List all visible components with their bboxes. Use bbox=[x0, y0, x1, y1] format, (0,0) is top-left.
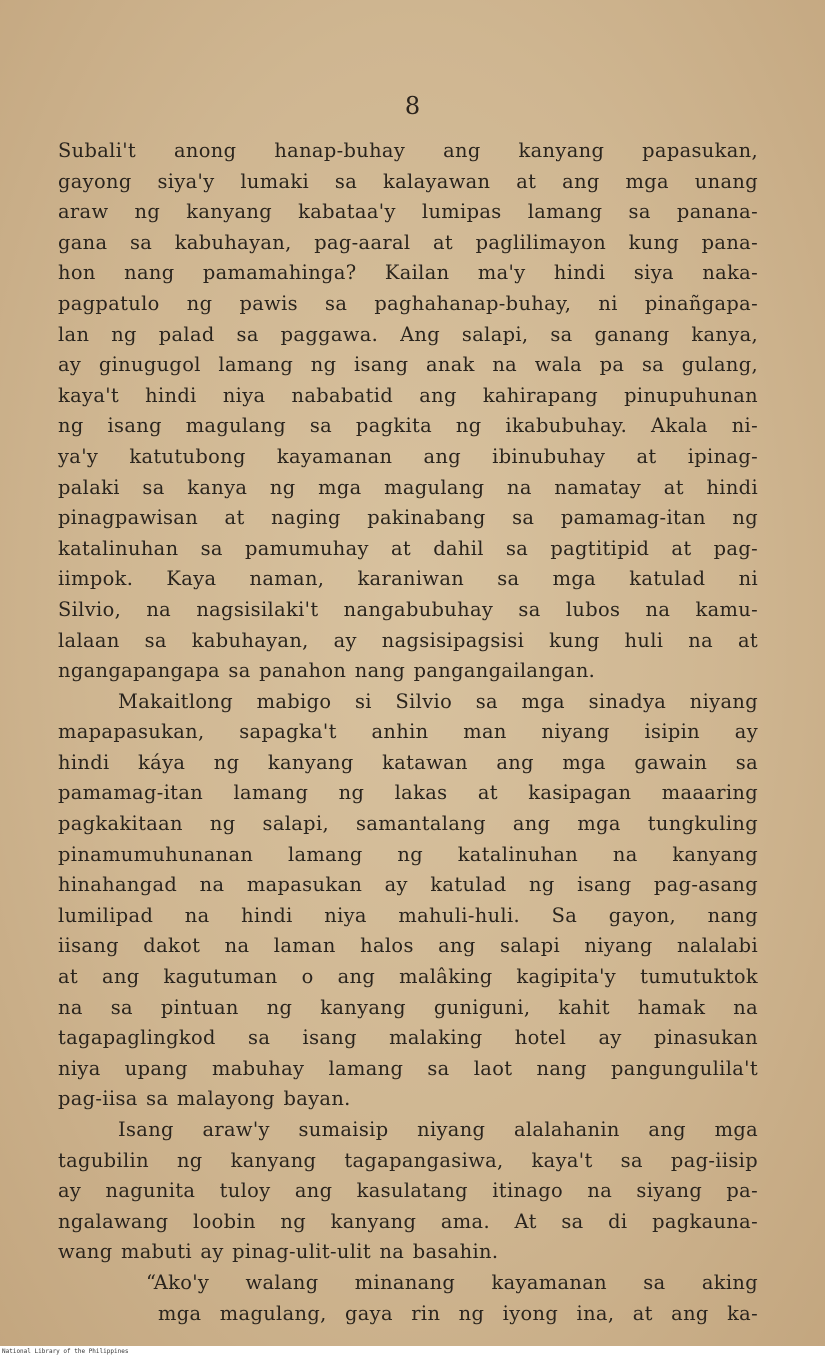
text-line: lumilipad na hindi niya mahuli-huli. Sa gayon, nang bbox=[58, 903, 758, 927]
text-line: hon nang pamamahinga? Kailan ma'y hindi siya naka- bbox=[58, 261, 758, 285]
text-line: pinamumuhunanan lamang ng katalinuhan na kanyang bbox=[58, 842, 758, 866]
page-number: 8 bbox=[404, 92, 421, 120]
body-text bbox=[58, 136, 758, 1329]
text-line: gayong siya'y lumaki sa kalayawan at ang mga unang bbox=[58, 169, 758, 193]
text-line: pamamag-itan lamang ng lakas at kasipagan maaaring bbox=[58, 781, 758, 805]
text-line: ng isang magulang sa pagkita ng ikabubuhay. Akala ni- bbox=[58, 414, 758, 438]
text-line: kaya't hindi niya nababatid ang kahirapang pinupuhunan bbox=[58, 383, 758, 407]
text-line: pagpatulo ng pawis sa paghahanap-buhay, ni pinañgapa- bbox=[58, 291, 758, 315]
text-line: at ang kagutuman o ang malâking kagipita'y tumutuktok bbox=[58, 965, 758, 989]
text-line: mapapasukan, sapagka't anhin man niyang isipin ay bbox=[58, 720, 758, 744]
text-line: lalaan sa kabuhayan, ay nagsisipagsisi kung huli na at bbox=[58, 628, 758, 652]
text-line: iimpok. Kaya naman, karaniwan sa mga katulad ni bbox=[58, 567, 758, 591]
text-line: niya upang mabuhay lamang sa laot nang pangungulila't bbox=[58, 1056, 758, 1080]
text-line: ya'y katutubong kayamanan ang ibinubuhay at ipinag- bbox=[58, 444, 758, 468]
text-line: araw ng kanyang kabataa'y lumipas lamang sa panana- bbox=[58, 200, 758, 224]
text-line: tagapaglingkod sa isang malaking hotel ay pinasukan bbox=[58, 1026, 758, 1050]
text-line: wang mabuti ay pinag-ulit-ulit na basahin. bbox=[58, 1240, 499, 1264]
text-line: pinagpawisan at naging pakinabang sa pamamag-itan ng bbox=[58, 506, 758, 530]
text-line: ay nagunita tuloy ang kasulatang itinago na siyang pa- bbox=[58, 1179, 758, 1203]
quote-start-line: “Ako'y walang minanang kayamanan sa aking bbox=[146, 1270, 758, 1294]
text-line: ay ginugugol lamang ng isang anak na wala pa sa gulang, bbox=[58, 353, 758, 377]
text-line: lan ng palad sa paggawa. Ang salapi, sa ganang kanya, bbox=[58, 322, 758, 346]
text-line: tagubilin ng kanyang tagapangasiwa, kaya't sa pag-iisip bbox=[58, 1148, 758, 1172]
text-line: pag-iisa sa malayong bayan. bbox=[58, 1087, 351, 1111]
text-line: Silvio, na nagsisilaki't nangabubuhay sa lubos na kamu- bbox=[58, 597, 758, 621]
paragraph-start-line: Makaitlong mabigo si Silvio sa mga sinadya niyang bbox=[118, 689, 758, 713]
text-line: palaki sa kanya ng mga magulang na namatay at hindi bbox=[58, 475, 758, 499]
text-line: na sa pintuan ng kanyang guniguni, kahit hamak na bbox=[58, 995, 758, 1019]
text-line: ngalawang loobin ng kanyang ama. At sa di pagkauna- bbox=[58, 1209, 758, 1233]
text-line: Subali't anong hanap-buhay ang kanyang papasukan, bbox=[58, 139, 758, 162]
text-line: gana sa kabuhayan, pag-aaral at paglilimayon kung pana- bbox=[58, 230, 758, 254]
text-line: hinahangad na mapasukan ay katulad ng isang pag-asang bbox=[58, 873, 758, 897]
text-line: pagkakitaan ng salapi, samantalang ang mga tungkuling bbox=[58, 812, 758, 836]
paragraph-start-line: Isang araw'y sumaisip niyang alalahanin ang mga bbox=[118, 1118, 758, 1141]
quote-line: mga magulang, gaya rin ng iyong ina, at ang ka- bbox=[158, 1301, 758, 1325]
text-line: ngangapangapa sa panahon nang pangangailangan. bbox=[58, 659, 596, 683]
text-line: iisang dakot na laman halos ang salapi niyang nalalabi bbox=[58, 934, 758, 958]
text-line: hindi káya ng kanyang katawan ang mga gawain sa bbox=[58, 750, 758, 774]
library-footer: National Library of the Philippines bbox=[0, 1346, 825, 1358]
text-line: katalinuhan sa pamumuhay at dahil sa pagtitipid at pag- bbox=[58, 536, 758, 560]
